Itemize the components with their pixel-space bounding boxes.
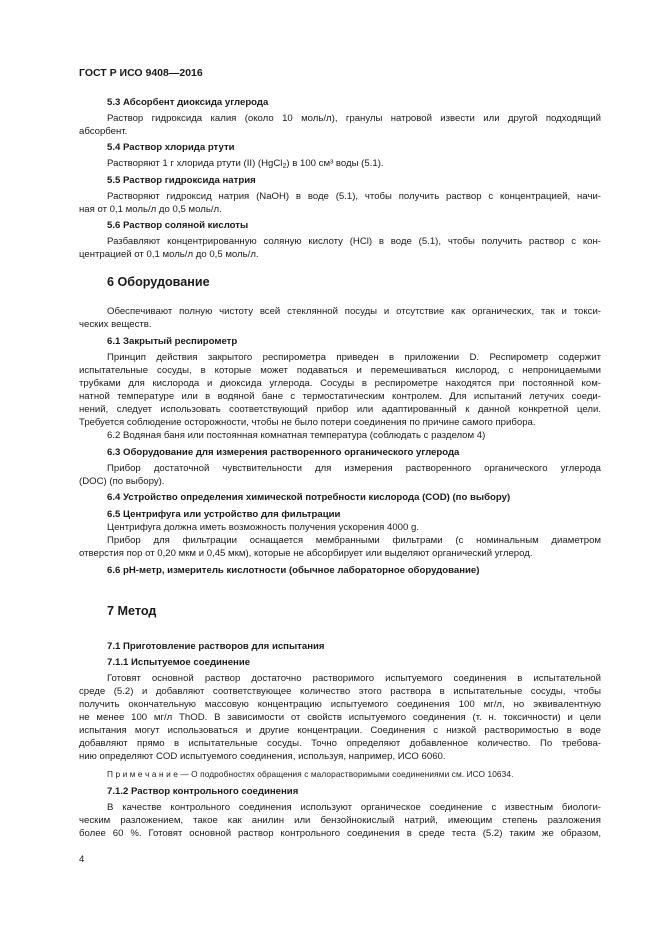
section-6-heading: 6 Оборудование: [107, 275, 210, 289]
section-5-5-title: 5.5 Раствор гидроксида натрия: [107, 175, 256, 186]
section-7-1-1-line: не менее 100 мг/л ThOD. В зависимости от свойств испытуемого соединения (т. н. токсичности) и цели: [79, 712, 601, 723]
page-number: 4: [79, 854, 85, 865]
section-6-3-title: 6.3 Оборудование для измерения растворенного органического углерода: [107, 447, 460, 458]
section-7-1-2-title: 7.1.2 Раствор контрольного соединения: [107, 786, 299, 797]
section-6-line: Обеспечивают полную чистоту всей стеклянной посуды и отсутствие как органических, так и токси-: [107, 306, 601, 317]
section-5-3-title: 5.3 Абсорбент диоксида углерода: [107, 97, 269, 108]
section-6-4-title: 6.4 Устройство определения химической потребности кислорода (COD) (по выбору): [107, 492, 511, 503]
section-6-1-line: Принцип действия закрытого респирометра приведен в приложении D. Респирометр содержит: [107, 352, 601, 363]
section-6-6-title: 6.6 pH-метр, измеритель кислотности (обычное лабораторное оборудование): [107, 565, 480, 576]
section-6-1-line: натной температуре или в водяной бане с термостатическим контролем. Для испытаний летучих соеди-: [79, 391, 601, 402]
section-7-1-1-line: получить окончательную массовую концентрацию испытуемого соединения 100 мг/л, но эквивалентную: [79, 699, 601, 710]
section-7-1-1-line: добавляют прямо в испытательные сосуды. Точно определяют добавленное количество. По требова-: [79, 738, 601, 749]
section-7-1-1-line: Готовят основной раствор достаточно растворимого испытуемого соединения в испытательной: [107, 673, 601, 684]
section-7-1-1-line: среде (5.2) и добавляют соответствующее количество этого раствора в испытательные сосуды, чтобы: [79, 686, 601, 697]
section-7-1-2-line: более 60 %. Готовят основной раствор контрольного соединения в среде теста (5.2) таким же образом,: [79, 828, 601, 839]
section-5-4-text: Растворяют 1 г хлорида ртути (II) (HgCl$_2$) в 100 см³ воды (5.1).: [107, 158, 384, 170]
section-7-1-2-line: В качестве контрольного соединения используют органическое соединение с известным биологи-: [107, 802, 601, 813]
section-6-2-title: 6.2 Водяная баня или постоянная комнатная температура (соблюдать с разделом 4): [107, 430, 486, 441]
section-7-1-1-title: 7.1.1 Испытуемое соединение: [107, 657, 251, 668]
section-6-1-title: 6.1 Закрытый респирометр: [107, 336, 238, 347]
section-5-3-line: абсорбент.: [79, 126, 128, 137]
section-6-5-line: отверстия пор от 0,20 мкм и 0,45 мкм), которые не абсорбирует или выделяют органический углерод.: [79, 548, 533, 559]
section-6-1-line: трубками для кислорода и диоксида углерода. Сосуды в респирометре находятся при постоянной ком-: [79, 378, 601, 389]
section-7-heading: 7 Метод: [107, 604, 157, 618]
section-6-5-line: Прибор для фильтрации оснащается мембранными фильтрами (с номинальным диаметром: [107, 535, 601, 546]
section-5-6-line: центрацией от 0,1 моль/л до 0,5 моль/л.: [79, 249, 259, 260]
section-6-5-line: Центрифуга должна иметь возможность получения ускорения 4000 g.: [107, 522, 419, 533]
section-5-6-title: 5.6 Раствор соляной кислоты: [107, 220, 249, 231]
section-6-3-line: Прибор достаточной чувствительности для измерения растворенного органического углерода: [107, 463, 601, 474]
section-6-1-line: нений, следует использовать соответствующий прибор или адаптированный к данной конкретной цели.: [79, 404, 601, 415]
section-7-1-1-line: нию определяют COD испытуемого соединения, используя, например, ИСО 6060.: [79, 751, 446, 762]
section-7-1-2-line: ческим разложением, такое как анилин или бензойнокислый натрий, имеющим степень разложения: [79, 815, 601, 826]
note-text: П р и м е ч а н и е — О подробностях обращения с малорастворимыми соединениями см. ИСО 10634.: [107, 769, 514, 779]
section-5-3-line: Раствор гидроксида калия (около 10 моль/л), гранулы натровой извести или другой подходящий: [107, 113, 601, 124]
section-6-3-line: (DOC) (по выбору).: [79, 476, 165, 487]
section-6-line: ческих веществ.: [79, 319, 152, 330]
section-5-5-line: Растворяют гидроксид натрия (NaOH) в воде (5.1), чтобы получить раствор с концентрацией, начи-: [107, 191, 601, 202]
section-5-6-line: Разбавляют концентрированную соляную кислоту (HCl) в воде (5.1), чтобы получить раствор с кон-: [107, 236, 601, 247]
document-header: ГОСТ Р ИСО 9408—2016: [79, 67, 203, 79]
section-6-5-title: 6.5 Центрифуга или устройство для фильтрации: [107, 509, 341, 520]
section-6-1-line: испытательные сосуды, в которые может подаваться и перемешиваться кислород, с непроницаемыми: [79, 365, 601, 376]
section-7-1-1-line: испытания могут использоваться и другие концентрации. Соединения с низкой растворимостью в воде: [79, 725, 601, 736]
section-5-5-line: ная от 0,1 моль/л до 0,5 моль/л.: [79, 204, 222, 215]
section-5-4-title: 5.4 Раствор хлорида ртути: [107, 142, 235, 153]
section-6-1-line: Требуется соблюдение осторожности, чтобы не было потери соединения по причине самого прибора.: [79, 417, 536, 428]
section-7-1-title: 7.1 Приготовление растворов для испытания: [107, 641, 325, 652]
